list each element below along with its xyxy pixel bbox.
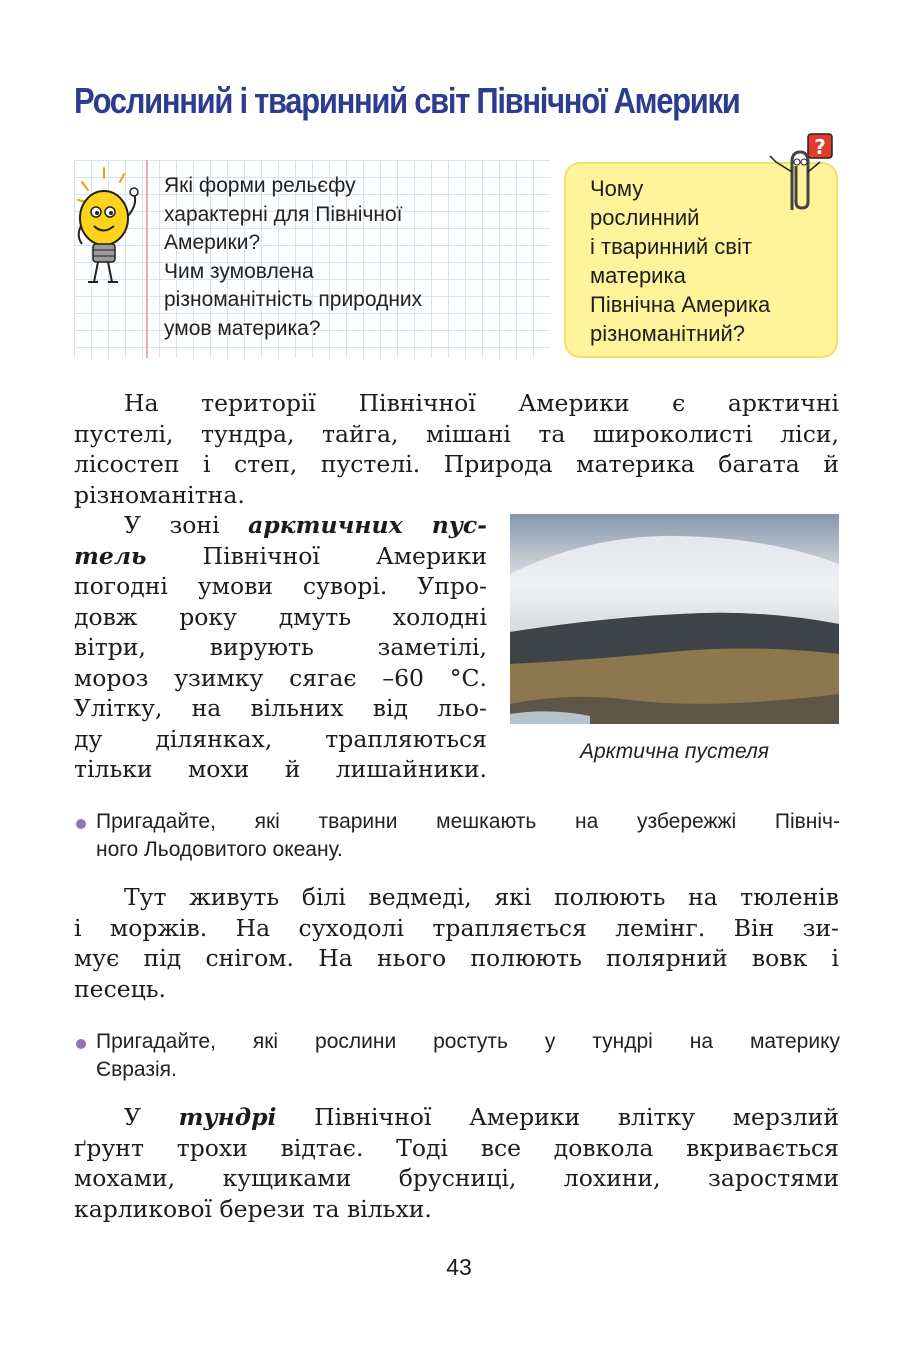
task-plants (74, 1028, 840, 1084)
text-line: різноманітна. (74, 480, 245, 509)
paragraph-animals (74, 882, 839, 1004)
review-line: Які форми рельєфу (164, 174, 356, 197)
text-line: ду ділянках, трапляються (74, 724, 487, 753)
text-line: ґрунт трохи відтає. Тоді все довкола вкривається (74, 1133, 839, 1162)
term-tundra: тундрі (178, 1103, 277, 1131)
text-run: Північної Америки влітку мерзлий (276, 1103, 839, 1131)
question-line: рослинний (590, 205, 700, 230)
task-line: ного Льодовитого океану. (96, 838, 343, 861)
text-line: і моржів. На суходолі трапляється лемінг. Він зи- (74, 913, 839, 942)
term-arctic-deserts-end: тель (74, 541, 147, 570)
paragraph-tundra (74, 1102, 839, 1224)
text-line: вітри, вирують заметілі, (74, 633, 487, 661)
text-run: У зоні (124, 511, 249, 539)
text-line (74, 510, 487, 541)
photo-caption: Арктична пустеля (579, 740, 770, 763)
review-line: умов материка? (164, 316, 321, 340)
lightbulb-mascot-icon (74, 166, 142, 286)
text-line: довж року дмуть холодні (74, 602, 487, 631)
text-line: пустелі, тундра, тайга, мішані та широколисті ліси, (74, 419, 839, 448)
arctic-landscape-image (510, 514, 839, 724)
task-line: Пригадайте, які тварини мешкають на узбережжі Північ- (96, 810, 840, 833)
text-line: лісостеп і степ, пустелі. Природа материка багата й (74, 450, 839, 478)
task-line: Євразія. (96, 1058, 177, 1081)
question-line: Чому (590, 176, 644, 201)
task-animals (74, 808, 840, 864)
page-title: Рослинний і тваринний світ Північної Америки (74, 80, 740, 121)
text-line (74, 541, 487, 572)
paperclip-question-icon (762, 132, 842, 214)
text-line (74, 1102, 839, 1133)
arctic-desert-photo (510, 514, 839, 724)
question-line: Північна Америка (590, 292, 771, 317)
text-line: На території Північної Америки є арктичні (124, 389, 839, 417)
page-number: 43 (446, 1254, 472, 1280)
text-line: мує під снігом. На нього полюють полярний вовк і (74, 944, 839, 972)
task-line: Пригадайте, які рослини ростуть у тундрі на материку (96, 1030, 840, 1053)
bullet-icon (76, 1039, 86, 1049)
notebook-margin-line (146, 160, 148, 358)
text-line: Улітку, на вільних від льо- (74, 694, 487, 722)
review-line: характерні для Північної (164, 202, 403, 226)
text-run: У (124, 1103, 179, 1131)
text-line: мороз узимку сягає –60 °С. (74, 663, 487, 692)
review-questions-text (164, 172, 544, 343)
text-line: тільки мохи й лишайники. (74, 755, 487, 783)
question-line: різноманітний? (590, 321, 746, 346)
question-line: і тваринний світ (590, 234, 752, 259)
text-line: карликової берези та вільхи. (74, 1194, 432, 1223)
text-run: Північної Америки (146, 541, 487, 570)
review-questions-box (74, 160, 550, 358)
review-line: Америки? (164, 231, 261, 254)
text-line: погодні умови суворі. Упро- (74, 572, 487, 600)
bullet-icon (76, 819, 86, 829)
text-line: Тут живуть білі ведмеді, які полюють на тюленів (124, 883, 839, 911)
paragraph-arctic-deserts (74, 510, 487, 785)
text-line: мохами, кущиками брусниці, лохини, заростями (74, 1164, 839, 1192)
paragraph-intro (74, 388, 839, 510)
term-arctic-deserts: арктичних пус- (248, 511, 487, 539)
text-line: песець. (74, 974, 167, 1003)
svg-text:?: ? (814, 135, 826, 159)
question-line: материка (590, 263, 686, 288)
review-line: Чим зумовлена (164, 259, 314, 283)
review-line: різноманітність природних (164, 288, 423, 311)
